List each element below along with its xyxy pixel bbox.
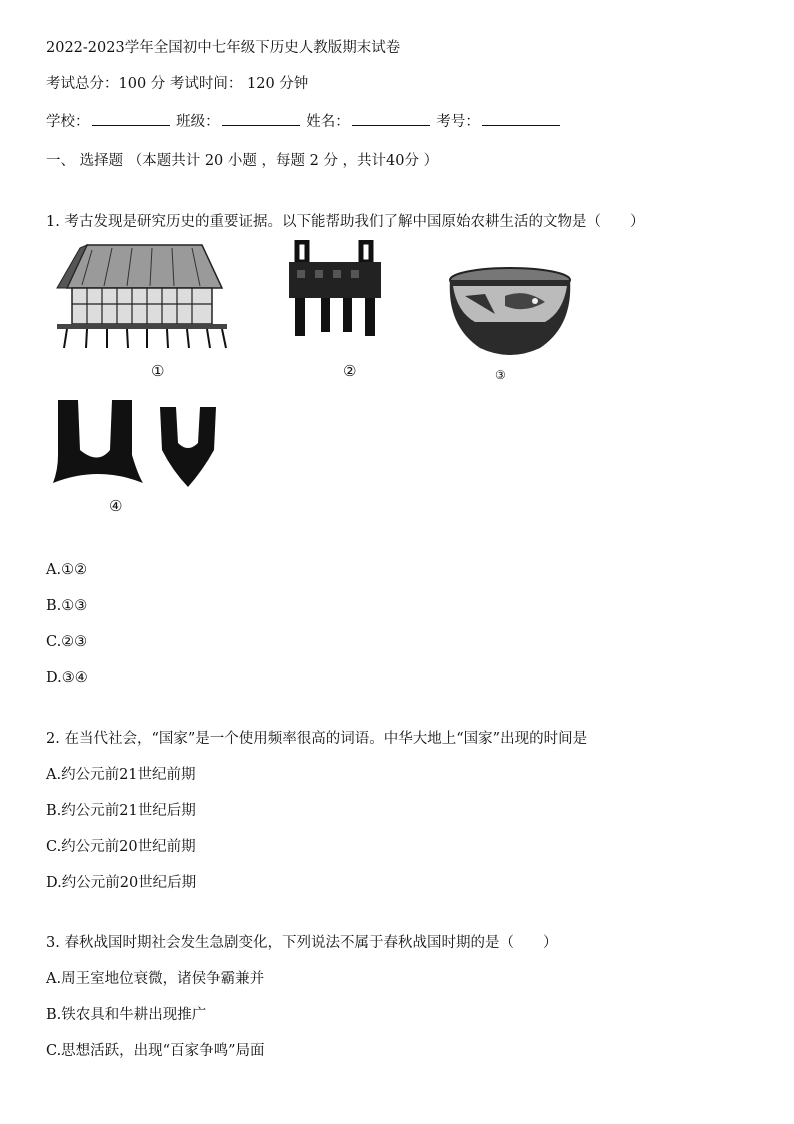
student-info-row [46, 111, 562, 132]
question-1-stem: 1. 考古发现是研究历史的重要证据。以下能帮助我们了解中国原始农耕生活的文物是（ ） [46, 214, 645, 230]
painted-pottery-image [445, 266, 575, 358]
exam-title: 2022-2023学年全国初中七年级下历史人教版期末试卷 [46, 40, 401, 56]
name-label: 姓名： [306, 114, 350, 130]
q1-option-b[interactable]: B.①③ [46, 598, 88, 614]
q1-option-a[interactable]: A.①② [46, 562, 88, 578]
q2-option-b[interactable]: B.约公元前21世纪后期 [46, 803, 196, 819]
q2-option-c[interactable]: C.约公元前20世纪前期 [46, 839, 196, 855]
figure-label-3: ③ [495, 368, 506, 382]
q3-option-b[interactable]: B.铁农具和牛耕出现推广 [46, 1007, 207, 1023]
bronze-ding-image [285, 240, 385, 340]
question-2-stem: 2. 在当代社会，“国家”是一个使用频率很高的词语。中华大地上“国家”出现的时间是 [46, 731, 588, 747]
stilt-house-image [52, 240, 232, 350]
figure-label-1: ① [151, 362, 165, 380]
q1-option-d[interactable]: D.③④ [46, 670, 88, 686]
figure-label-2: ② [343, 362, 357, 380]
stone-hoe-image [48, 395, 228, 495]
exam-number-label: 考号： [436, 114, 480, 130]
q3-option-a[interactable]: A.周王室地位衰微，诸侯争霸兼并 [46, 971, 265, 987]
exam-number-blank[interactable] [482, 111, 560, 126]
figure-label-4: ④ [109, 497, 123, 515]
q1-option-c[interactable]: C.②③ [46, 634, 88, 650]
name-blank[interactable] [352, 111, 430, 126]
class-label: 班级： [176, 114, 220, 130]
q2-option-a[interactable]: A.约公元前21世纪前期 [46, 767, 196, 783]
school-label: 学校： [46, 114, 90, 130]
q2-option-d[interactable]: D.约公元前20世纪后期 [46, 875, 197, 891]
question-3-stem: 3. 春秋战国时期社会发生急剧变化，下列说法不属于春秋战国时期的是（ ） [46, 935, 558, 951]
q3-option-c[interactable]: C.思想活跃，出现“百家争鸣”局面 [46, 1043, 265, 1059]
class-blank[interactable] [222, 111, 300, 126]
exam-info: 考试总分：100 分 考试时间： 120 分钟 [46, 76, 309, 92]
section-title: 一、 选择题 （本题共计 20 小题 ，每题 2 分 ，共计40分 ） [46, 153, 439, 169]
school-blank[interactable] [92, 111, 170, 126]
